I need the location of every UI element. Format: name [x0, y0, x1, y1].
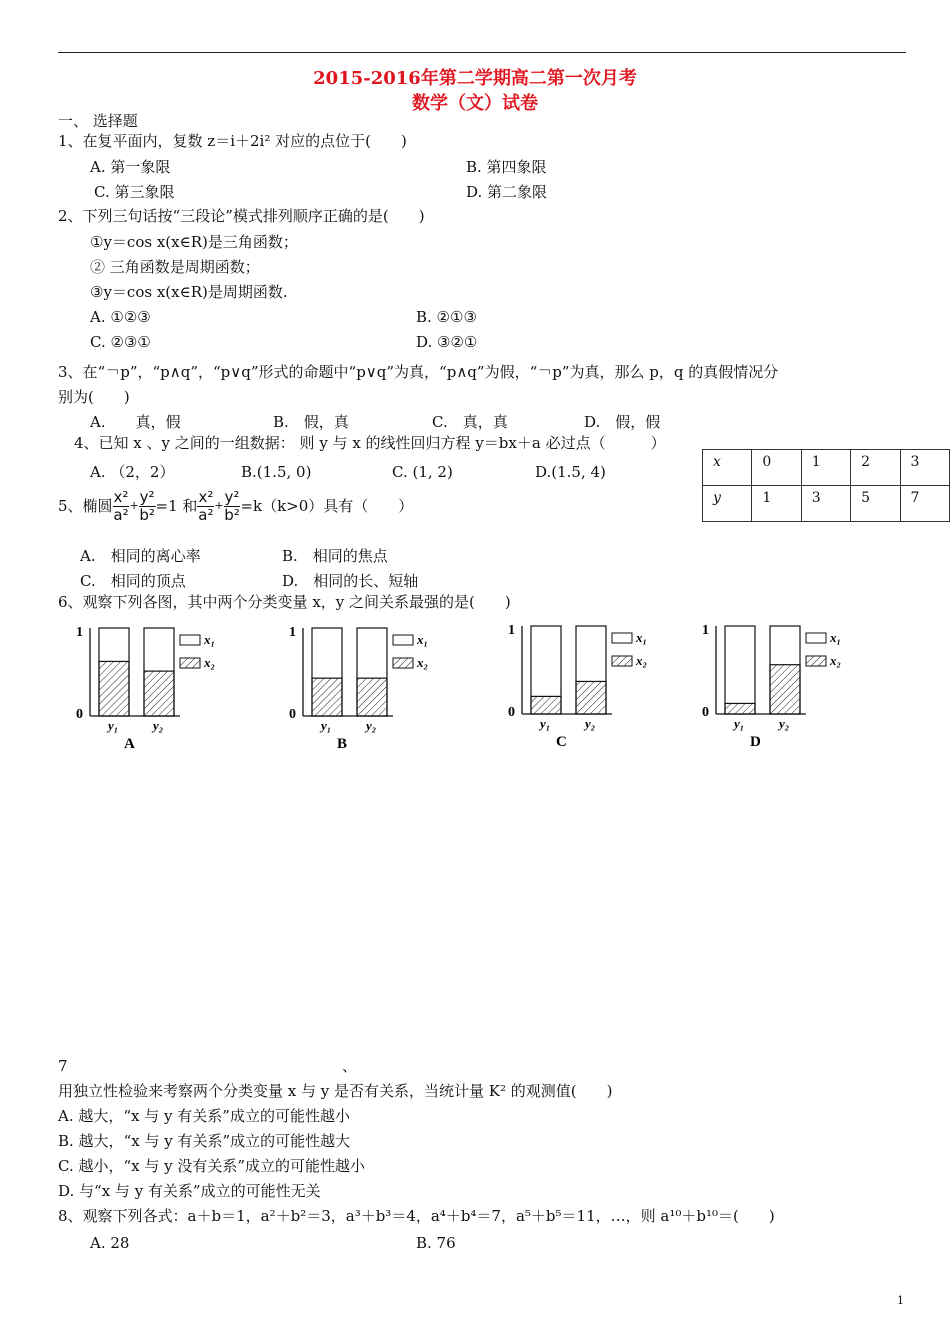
legend-swatch-x2	[612, 656, 632, 666]
legend-swatch-x2	[393, 658, 413, 668]
chart-caption: A	[124, 736, 135, 750]
q4-option-b: B.(1.5, 0)	[241, 463, 312, 481]
chart-c	[502, 618, 667, 752]
top-rule	[58, 52, 906, 53]
legend-swatch-x2	[806, 656, 826, 666]
q4-data-table	[702, 449, 950, 522]
x-tick-label: y₂	[153, 718, 164, 733]
x-tick-label: y₁	[108, 718, 119, 733]
x-tick-label: y₂	[779, 716, 790, 731]
q1-option-c: C. 第三象限	[94, 183, 175, 201]
fraction-x-a	[113, 489, 130, 524]
y-tick-label: 0	[289, 707, 296, 722]
plus-sign: +	[214, 499, 224, 512]
q3-option-b: B. 假，真	[273, 413, 349, 431]
chart-caption: C	[556, 734, 567, 748]
q8-option-b: B. 76	[416, 1234, 456, 1252]
exam-subtitle: 数学（文）试卷	[412, 93, 538, 114]
q3-stem-cont: 别为( )	[58, 388, 130, 406]
q2-statement-3: ③y＝cos x(x∈R)是周期函数.	[90, 283, 288, 301]
q1-option-d: D. 第二象限	[466, 183, 548, 201]
legend-label: x₂	[636, 653, 648, 668]
q6-stem: 6、观察下列各图，其中两个分类变量 x，y 之间关系最强的是( )	[58, 593, 511, 611]
legend-label: x₁	[830, 630, 842, 645]
q2-statement-1: ①y＝cos x(x∈R)是三角函数；	[90, 233, 298, 251]
y-tick-label: 0	[508, 705, 515, 720]
legend-label: x₂	[830, 653, 842, 668]
q5-option-c: C. 相同的顶点	[80, 572, 186, 590]
y-tick-label: 1	[508, 623, 515, 638]
y-tick-label: 1	[289, 625, 296, 640]
table-cell: x	[703, 450, 752, 486]
numerator: x²	[113, 487, 129, 506]
x-tick-label: y₂	[366, 718, 377, 733]
bar-x2	[576, 681, 606, 714]
q5-option-b: B. 相同的焦点	[282, 547, 388, 565]
bar-x2	[357, 678, 387, 716]
q4-stem: 4、已知 x 、y 之间的一组数据： 则 y 与 x 的线性回归方程 y＝bx＋a 必过点（ ）	[74, 434, 666, 452]
legend-swatch-x1	[612, 633, 632, 643]
table-row	[703, 450, 950, 486]
q7-number: 7	[58, 1057, 68, 1075]
q7-mark: 、	[342, 1057, 358, 1075]
bar-x2	[725, 703, 755, 714]
exam-title: 2015-2016年第二学期高二第一次月考	[313, 68, 637, 89]
y-tick-label: 1	[76, 625, 83, 640]
numerator: y²	[224, 487, 240, 506]
legend-label: x₂	[204, 655, 216, 670]
table-cell: 1	[801, 450, 850, 486]
q5-option-a: A. 相同的离心率	[80, 547, 201, 565]
q1-stem: 1、在复平面内，复数 z＝i＋2i² 对应的点位于( )	[58, 132, 407, 150]
q2-option-d: D. ③②①	[416, 333, 478, 351]
table-cell: y	[703, 486, 752, 522]
q5-eq1: =1 和	[155, 497, 198, 515]
q4-option-d: D.(1.5, 4)	[535, 463, 606, 481]
legend-label: x₁	[636, 630, 648, 645]
chart-d	[696, 618, 861, 752]
table-cell: 7	[900, 486, 949, 522]
chart-caption: D	[750, 734, 761, 748]
bar-x2	[312, 678, 342, 716]
page-number: 1	[897, 1294, 904, 1307]
bar-x2	[531, 696, 561, 714]
table-cell: 5	[851, 486, 900, 522]
q2-option-c: C. ②③①	[90, 333, 151, 351]
q1-option-a: A. 第一象限	[90, 158, 171, 176]
chart-a	[70, 620, 235, 754]
q7-stem: 用独立性检验来考察两个分类变量 x 与 y 是否有关系，当统计量 K² 的观测值( )	[58, 1082, 613, 1100]
q3-option-c: C. 真，真	[432, 413, 508, 431]
legend-swatch-x1	[806, 633, 826, 643]
q5-prefix: 5、椭圆	[58, 497, 113, 515]
q5-eq2: =k（k>0）具有（ ）	[240, 497, 414, 515]
bar-x2	[144, 671, 174, 716]
numerator: y²	[139, 487, 155, 506]
legend-label: x₁	[204, 632, 216, 647]
q4-option-c: C. (1, 2)	[392, 463, 453, 481]
denominator: a²	[113, 505, 129, 524]
y-tick-label: 0	[702, 705, 709, 720]
q8-stem: 8、观察下列各式：a＋b＝1，a²＋b²＝3，a³＋b³＝4，a⁴＋b⁴＝7，a⁵＋b⁵＝11，…，则 a¹⁰＋b¹⁰＝( )	[58, 1207, 775, 1225]
table-cell: 1	[752, 486, 801, 522]
legend-swatch-x1	[180, 635, 200, 645]
table-cell: 0	[752, 450, 801, 486]
legend-label: x₂	[417, 655, 429, 670]
y-tick-label: 1	[702, 623, 709, 638]
q1-option-b: B. 第四象限	[466, 158, 547, 176]
fraction-y-b	[224, 489, 241, 524]
q5-stem	[58, 486, 413, 526]
table-row	[703, 486, 950, 522]
x-tick-label: y₁	[321, 718, 332, 733]
chart-b	[283, 620, 448, 754]
q2-option-b: B. ②①③	[416, 308, 477, 326]
q7-option-b: B. 越大，“x 与 y 有关系”成立的可能性越大	[58, 1132, 351, 1150]
legend-swatch-x2	[180, 658, 200, 668]
bar-x1	[725, 626, 755, 714]
numerator: x²	[198, 487, 214, 506]
bar-x2	[770, 665, 800, 714]
q2-statement-2: ② 三角函数是周期函数；	[90, 258, 260, 276]
legend-swatch-x1	[393, 635, 413, 645]
q5-option-d: D. 相同的长、短轴	[282, 572, 419, 590]
q7-option-c: C. 越小，“x 与 y 没有关系”成立的可能性越小	[58, 1157, 366, 1175]
q2-option-a: A. ①②③	[90, 308, 151, 326]
q4-option-a: A. （2，2）	[90, 463, 175, 481]
denominator: b²	[139, 505, 155, 524]
q3-option-a: A. 真，假	[90, 413, 181, 431]
x-tick-label: y₁	[734, 716, 745, 731]
chart-caption: B	[337, 736, 348, 750]
bar-x2	[99, 661, 129, 716]
q3-option-d: D. 假，假	[584, 413, 661, 431]
q8-option-a: A. 28	[90, 1234, 130, 1252]
denominator: a²	[198, 505, 214, 524]
x-tick-label: y₁	[540, 716, 551, 731]
plus-sign: +	[129, 499, 139, 512]
fraction-x-a	[197, 489, 214, 524]
q3-stem: 3、在“￢p”，“p∧q”，“p∨q”形式的命题中“p∨q”为真，“p∧q”为假，“￢p”为真，那么 p，q 的真假情况分	[58, 363, 779, 381]
fraction-y-b	[139, 489, 156, 524]
q7-option-d: D. 与“x 与 y 有关系”成立的可能性无关	[58, 1182, 321, 1200]
q2-stem: 2、下列三句话按“三段论”模式排列顺序正确的是( )	[58, 207, 425, 225]
table-cell: 3	[900, 450, 949, 486]
table-cell: 3	[801, 486, 850, 522]
section-heading: 一、 选择题	[58, 112, 138, 130]
y-tick-label: 0	[76, 707, 83, 722]
denominator: b²	[224, 505, 240, 524]
table-cell: 2	[851, 450, 900, 486]
x-tick-label: y₂	[585, 716, 596, 731]
q7-option-a: A. 越大，“x 与 y 有关系”成立的可能性越小	[58, 1107, 350, 1125]
legend-label: x₁	[417, 632, 429, 647]
